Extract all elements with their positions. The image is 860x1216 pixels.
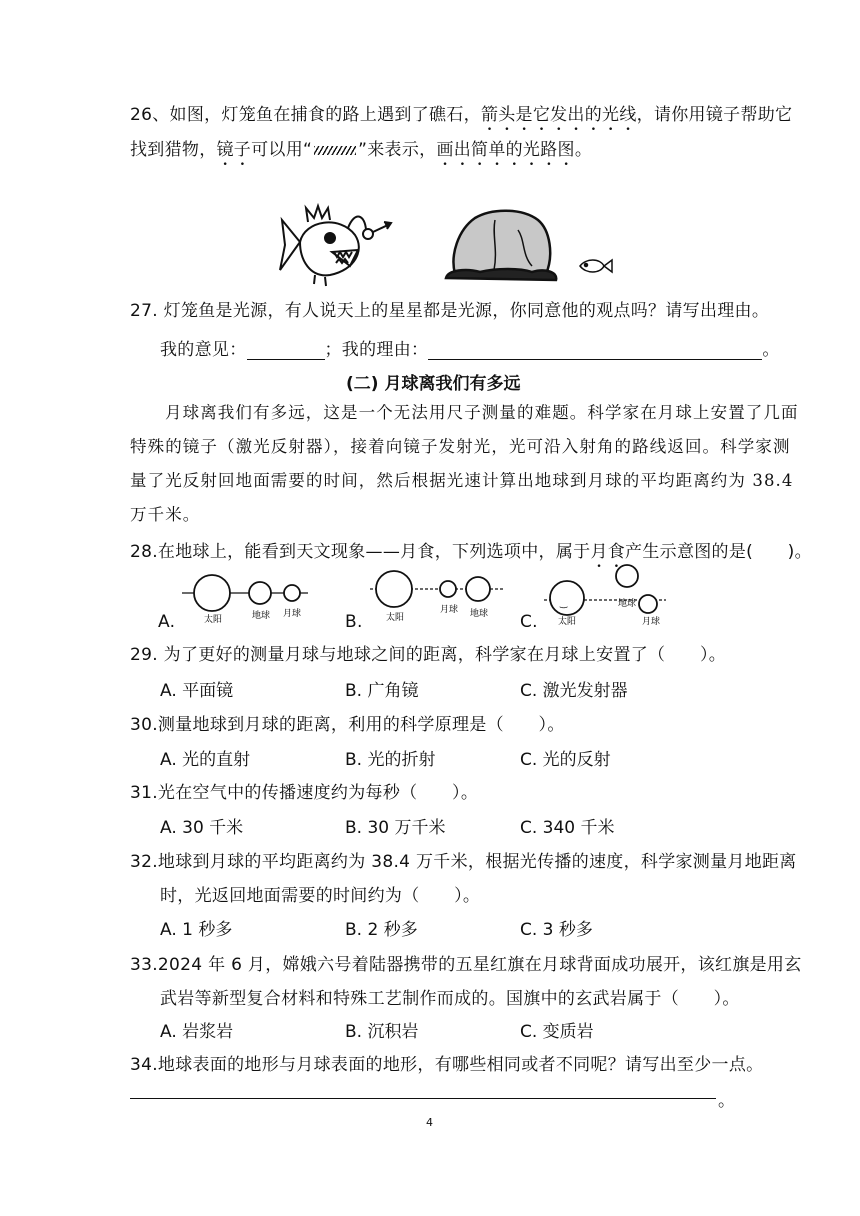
label-moon: 月球: [440, 605, 459, 615]
q27-opinion-blank[interactable]: [247, 341, 325, 360]
q29-option-c[interactable]: C. 激光发射器: [520, 681, 628, 701]
q32-option-a[interactable]: A. 1 秒多: [160, 920, 233, 940]
q26-emphasis-mirror: 镜子: [216, 140, 252, 160]
sun-circle: [550, 581, 584, 615]
q27-end: 。: [762, 340, 780, 360]
section-para-line3: 量了光反射回地面需要的时间，然后根据光速计算出地球到月球的平均距离约为 38.4: [130, 471, 794, 490]
q32-option-c[interactable]: C. 3 秒多: [520, 920, 593, 940]
q26-text-2f: 。: [574, 140, 593, 160]
moon-circle: [616, 565, 638, 587]
q33-option-b[interactable]: B. 沉积岩: [345, 1022, 419, 1042]
rock-icon: [446, 211, 556, 280]
q28-option-c-letter[interactable]: C.: [520, 612, 538, 632]
q30-option-b[interactable]: B. 光的折射: [345, 750, 436, 770]
q26-text-2c: 可以用“: [251, 140, 313, 160]
q26-emphasis-draw: 画出简单的光路图: [436, 140, 575, 160]
q26-text-2d: ”来表示，: [358, 140, 437, 160]
q33-line1: 33.2024 年 6 月，嫦娥六号着陆器携带的五星红旗在月球背面成功展开，该红旗是用玄: [130, 955, 802, 975]
label-earth: 地球: [470, 609, 489, 619]
q29-option-b[interactable]: B. 广角镜: [345, 681, 419, 701]
label-moon: 月球: [642, 617, 661, 626]
label-sun: 太阳: [204, 615, 223, 625]
q31-option-c[interactable]: C. 340 千米: [520, 818, 615, 838]
q26-line1: [130, 100, 792, 135]
q29-option-a[interactable]: A. 平面镜: [160, 681, 234, 701]
q26-emphasis-arrow: 箭头是它发出的光线: [480, 105, 637, 125]
q28-option-a-letter[interactable]: A.: [158, 612, 176, 632]
q31-text: 31.光在空气中的传播速度约为每秒（ ）。: [130, 783, 479, 803]
q27-answer-row: [160, 335, 780, 360]
section-title: (二) 月球离我们有多远: [346, 374, 521, 394]
q30-option-a[interactable]: A. 光的直射: [160, 750, 251, 770]
q30-option-c[interactable]: C. 光的反射: [520, 750, 611, 770]
q32-line1: 32.地球到月球的平均距离约为 38.4 万千米，根据光传播的速度，科学家测量月地距离: [130, 852, 797, 872]
q31-option-a[interactable]: A. 30 千米: [160, 818, 244, 838]
q26-text-2a: 找到猎物，: [130, 140, 217, 160]
q33-option-a[interactable]: A. 岩浆岩: [160, 1022, 234, 1042]
section-para-line1: 月球离我们有多远，这是一个无法用尺子测量的难题。科学家在月球上安置了几面: [165, 403, 799, 422]
q33-line2: 武岩等新型复合材料和特殊工艺制作而成的。国旗中的玄武岩属于（ ）。: [160, 989, 740, 1009]
q32-line2: 时，光返回地面需要的时间约为（ ）。: [160, 886, 481, 906]
q32-option-b[interactable]: B. 2 秒多: [345, 920, 418, 940]
q34-text: 34.地球表面的地形与月球表面的地形，有哪些相同或者不同呢？请写出至少一点。: [130, 1055, 764, 1075]
q30-text: 30.测量地球到月球的距离，利用的科学原理是（ ）。: [130, 715, 565, 735]
label-earth: 地球: [252, 611, 271, 621]
q31-option-b[interactable]: B. 30 万千米: [345, 818, 446, 838]
q28-option-b-diagram[interactable]: [368, 564, 508, 624]
sun-circle: [376, 571, 412, 607]
anglerfish-icon: [280, 206, 391, 286]
prey-fish-icon: [580, 260, 612, 272]
label-moon: 月球: [283, 609, 302, 619]
q27-opinion-label: 我的意见：: [160, 340, 247, 360]
q33-option-c[interactable]: C. 变质岩: [520, 1022, 594, 1042]
q26-line2: [130, 135, 592, 170]
q26-text-c: ，请你用镜子帮助它: [636, 105, 793, 125]
earth-circle: [639, 595, 657, 613]
q27-text: 27. 灯笼鱼是光源，有人说天上的星星都是光源，你同意他的观点吗？请写出理由。: [130, 301, 770, 321]
q29-text: 29. 为了更好的测量月球与地球之间的距离，科学家在月球上安置了（ ）。: [130, 645, 727, 665]
moon-circle: [284, 585, 300, 601]
label-earth: 地球: [618, 599, 637, 609]
page-number: 4: [426, 1116, 433, 1129]
q26-text-a: 26、如图，灯笼鱼在捕食的路上遇到了礁石，: [130, 105, 481, 125]
q28-option-a-diagram[interactable]: [180, 568, 310, 626]
label-sun: 太阳: [558, 617, 577, 626]
q27-reason-label: ；我的理由：: [324, 340, 429, 360]
label-sun: 太阳: [386, 613, 405, 623]
q28-option-b-letter[interactable]: B.: [345, 612, 363, 632]
q28-option-c-diagram[interactable]: [542, 562, 672, 626]
section-para-line4: 万千米。: [130, 505, 201, 524]
q28-text-a: 28.在地球上，能看到天文现象——月食，下列选项中，属于: [130, 542, 591, 562]
moon-circle: [440, 581, 456, 597]
q28-text-c: 产生示意图的是( )。: [625, 542, 812, 562]
q34-end: 。: [718, 1091, 736, 1111]
mirror-symbol-icon: [314, 146, 356, 155]
q27-reason-blank[interactable]: [428, 341, 762, 360]
q34-answer-line[interactable]: [130, 1098, 716, 1099]
section-para-line2: 特殊的镜子（激光反射器），接着向镜子发射光，光可沿入射角的路线返回。科学家测: [130, 437, 791, 456]
q26-illustration: [270, 200, 630, 288]
sun-circle: [194, 575, 230, 611]
earth-circle: [466, 577, 490, 601]
q28-emphasis: 月食: [590, 542, 626, 562]
sun-mark: ‿: [560, 599, 568, 609]
earth-circle: [249, 582, 271, 604]
